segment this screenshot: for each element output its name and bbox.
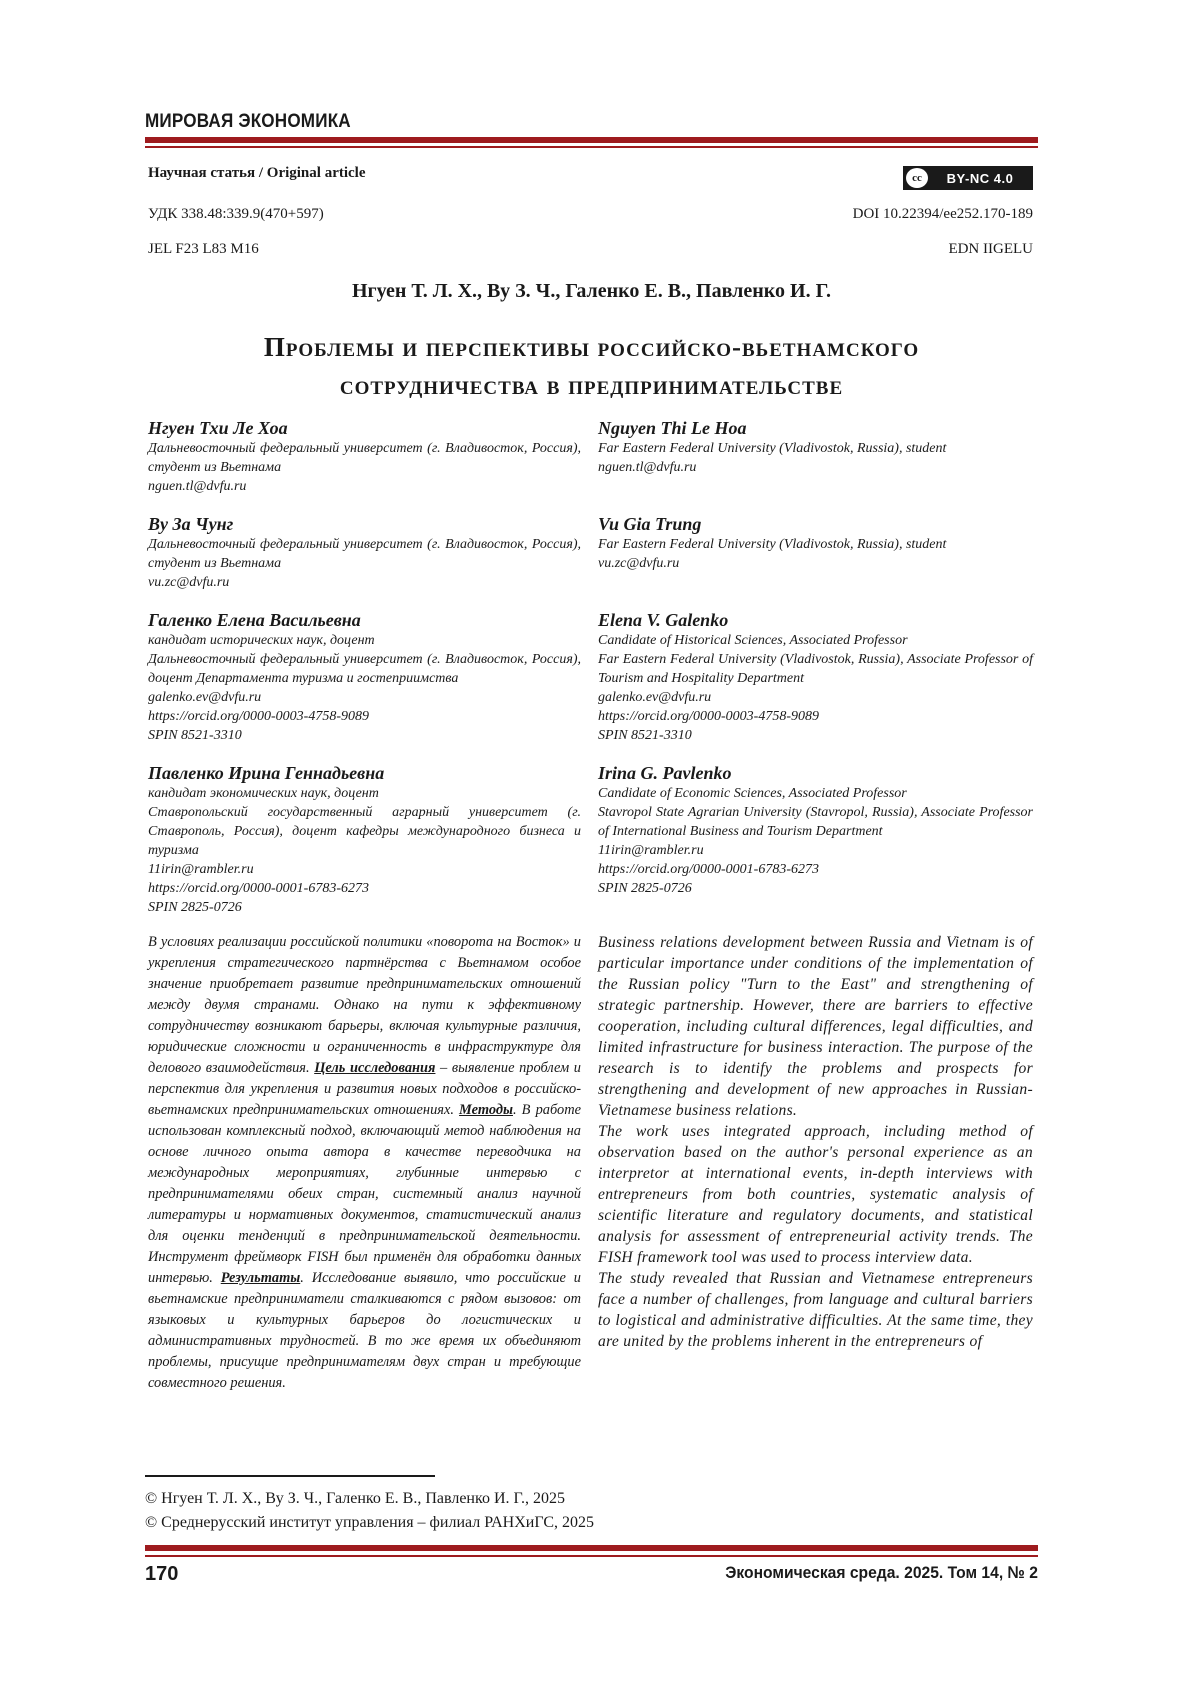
abstract-ru-text: . Исследование выявило, что российские и вьетнамские предприниматели сталкиваются с рядом вызовов: от языковых и культурных барьеров до логистических и административных трудностей. В то же время их объединяют проблемы, присущие предпринимателям двух стран и требующие совместного решения. <box>148 1270 581 1391</box>
header-rule-thick <box>145 137 1038 143</box>
author-degree: кандидат экономических наук, доцент <box>148 784 581 803</box>
abstract-ru-keyword: Результаты <box>221 1270 301 1286</box>
title-line-1: Проблемы и перспективы российско-вьетнамского <box>145 328 1038 366</box>
doi-link[interactable]: DOI 10.22394/ee252.170-189 <box>700 206 1033 223</box>
author-degree: Candidate of Historical Sciences, Associated Professor <box>598 631 1033 650</box>
title-line-2: сотрудничества в предпринимательстве <box>145 366 1038 404</box>
author-affiliation: Far Eastern Federal University (Vladivostok, Russia), Associate Professor of Tourism and Hospitality Department <box>598 650 1033 688</box>
author-en-2 <box>598 513 1033 573</box>
author-name: Nguyen Thi Le Hoa <box>598 417 1033 439</box>
author-affiliation: Дальневосточный федеральный университет (г. Владивосток, Россия), студент из Вьетнама <box>148 439 581 477</box>
author-name: Irina G. Pavlenko <box>598 762 1033 784</box>
header-rule-thin <box>145 146 1038 148</box>
article-type: Научная статья / Original article <box>148 165 366 182</box>
author-email[interactable]: 11irin@rambler.ru <box>148 860 581 879</box>
author-en-3 <box>598 609 1033 745</box>
abstract-en <box>598 932 1033 1352</box>
author-orcid[interactable]: https://orcid.org/0000-0003-4758-9089 <box>598 707 1033 726</box>
author-email[interactable]: galenko.ev@dvfu.ru <box>148 688 581 707</box>
abstract-ru-text: . В работе использован комплексный подход, включающий метод наблюдения на основе личного опыта автора в качестве переводчика на международных мероприятиях, глубинные интервью с предпринимателями обеих стран, системный анализ научной литературы и нормативных документов, статистический анализ для оценки тенденций в предпринимательской деятельности. Инструмент фреймворк FISH был применён для обработки данных интервью. <box>148 1102 581 1286</box>
author-spin: SPIN 2825-0726 <box>598 879 1033 898</box>
copyright-publisher: © Среднерусский институт управления – филиал РАНХиГС, 2025 <box>145 1514 594 1532</box>
abstract-en-paragraph: The study revealed that Russian and Vietnamese entrepreneurs face a number of challenges, from language and cultural barriers to logistical and administrative difficulties. At the same time, they are united by the problems inherent in the entrepreneurs of <box>598 1268 1033 1352</box>
footer-rule-thick <box>145 1545 1038 1551</box>
footer-rule-thin <box>145 1555 1038 1557</box>
abstract-ru-text: – выявление проблем и перспектив для укрепления и развития новых подходов в российско-вьетнамских предпринимательских отношениях. <box>148 1060 581 1118</box>
abstract-ru <box>148 932 581 1394</box>
author-name: Нгуен Тхи Ле Хоа <box>148 417 581 439</box>
abstract-en-paragraph: Business relations development between Russia and Vietnam is of particular importance under conditions of the implementation of the Russian policy "Turn to the East" and strengthening of strategic partnership. However, there are barriers to effective cooperation, including cultural differences, legal difficulties, and limited infrastructure for business interaction. The purpose of the research is to identify the problems and prospects for strengthening and development of new approaches in Russian-Vietnamese business relations. <box>598 932 1033 1121</box>
author-orcid[interactable]: https://orcid.org/0000-0001-6783-6273 <box>598 860 1033 879</box>
license-badge[interactable] <box>903 166 1033 190</box>
author-orcid[interactable]: https://orcid.org/0000-0001-6783-6273 <box>148 879 581 898</box>
author-en-4 <box>598 762 1033 898</box>
page-number: 170 <box>145 1563 178 1586</box>
author-affiliation: Stavropol State Agrarian University (Stavropol, Russia), Associate Professor of International Business and Tourism Department <box>598 803 1033 841</box>
author-spin: SPIN 2825-0726 <box>148 898 581 917</box>
author-degree: Candidate of Economic Sciences, Associated Professor <box>598 784 1033 803</box>
abstract-ru-keyword: Цель исследования <box>314 1060 435 1076</box>
abstract-ru-keyword: Методы <box>459 1102 513 1118</box>
author-ru-3 <box>148 609 581 745</box>
author-name: Ву За Чунг <box>148 513 581 535</box>
author-en-1 <box>598 417 1033 477</box>
author-name: Галенко Елена Васильевна <box>148 609 581 631</box>
jel-codes: JEL F23 L83 M16 <box>148 241 259 258</box>
edn-code: EDN IIGELU <box>800 241 1033 258</box>
article-title <box>145 328 1038 404</box>
author-email[interactable]: vu.zc@dvfu.ru <box>148 573 581 592</box>
authors-line: Нгуен Т. Л. Х., Ву З. Ч., Галенко Е. В., Павленко И. Г. <box>145 280 1038 303</box>
author-spin: SPIN 8521-3310 <box>598 726 1033 745</box>
abstract-en-paragraph: The work uses integrated approach, including method of observation based on the author's personal experience as an interpretor at international events, in-depth interviews with entrepreneurs from both countries, systematic analysis of scientific literature and regulatory documents, and statistical analysis for assessment of entrepreneurial activity trends. The FISH framework tool was used to process interview data. <box>598 1121 1033 1268</box>
creative-commons-icon: cc <box>906 168 928 188</box>
license-label: BY-NC 4.0 <box>928 171 1032 186</box>
udk-code: УДК 338.48:339.9(470+597) <box>148 206 324 223</box>
author-affiliation: Far Eastern Federal University (Vladivostok, Russia), student <box>598 535 1033 554</box>
author-email[interactable]: nguen.tl@dvfu.ru <box>598 458 1033 477</box>
author-affiliation: Ставропольский государственный аграрный университет (г. Ставрополь, Россия), доцент кафедры международного бизнеса и туризма <box>148 803 581 860</box>
author-affiliation: Far Eastern Federal University (Vladivostok, Russia), student <box>598 439 1033 458</box>
author-orcid[interactable]: https://orcid.org/0000-0003-4758-9089 <box>148 707 581 726</box>
author-ru-2 <box>148 513 581 592</box>
author-name: Vu Gia Trung <box>598 513 1033 535</box>
footnote-rule <box>145 1475 435 1477</box>
author-ru-1 <box>148 417 581 496</box>
section-title: МИРОВАЯ ЭКОНОМИКА <box>145 111 351 133</box>
author-email[interactable]: 11irin@rambler.ru <box>598 841 1033 860</box>
author-affiliation: Дальневосточный федеральный университет (г. Владивосток, Россия), доцент Департамента туризма и гостеприимства <box>148 650 581 688</box>
author-degree: кандидат исторических наук, доцент <box>148 631 581 650</box>
author-email[interactable]: galenko.ev@dvfu.ru <box>598 688 1033 707</box>
author-name: Павленко Ирина Геннадьевна <box>148 762 581 784</box>
author-name: Elena V. Galenko <box>598 609 1033 631</box>
author-affiliation: Дальневосточный федеральный университет (г. Владивосток, Россия), студент из Вьетнама <box>148 535 581 573</box>
abstract-ru-text: В условиях реализации российской политики «поворота на Восток» и укрепления стратегического партнёрства с Вьетнамом особое значение приобретает развитие предпринимательских отношений между двумя странами. Однако на пути к эффективному сотрудничеству возникают барьеры, включая культурные различия, юридические сложности и ограниченность в инфраструктуре для делового взаимодействия. <box>148 934 581 1076</box>
author-email[interactable]: vu.zc@dvfu.ru <box>598 554 1033 573</box>
journal-citation: Экономическая среда. 2025. Том 14, № 2 <box>718 1563 1038 1583</box>
author-ru-4 <box>148 762 581 917</box>
author-email[interactable]: nguen.tl@dvfu.ru <box>148 477 581 496</box>
copyright-authors: © Нгуен Т. Л. Х., Ву З. Ч., Галенко Е. В., Павленко И. Г., 2025 <box>145 1490 565 1508</box>
author-spin: SPIN 8521-3310 <box>148 726 581 745</box>
